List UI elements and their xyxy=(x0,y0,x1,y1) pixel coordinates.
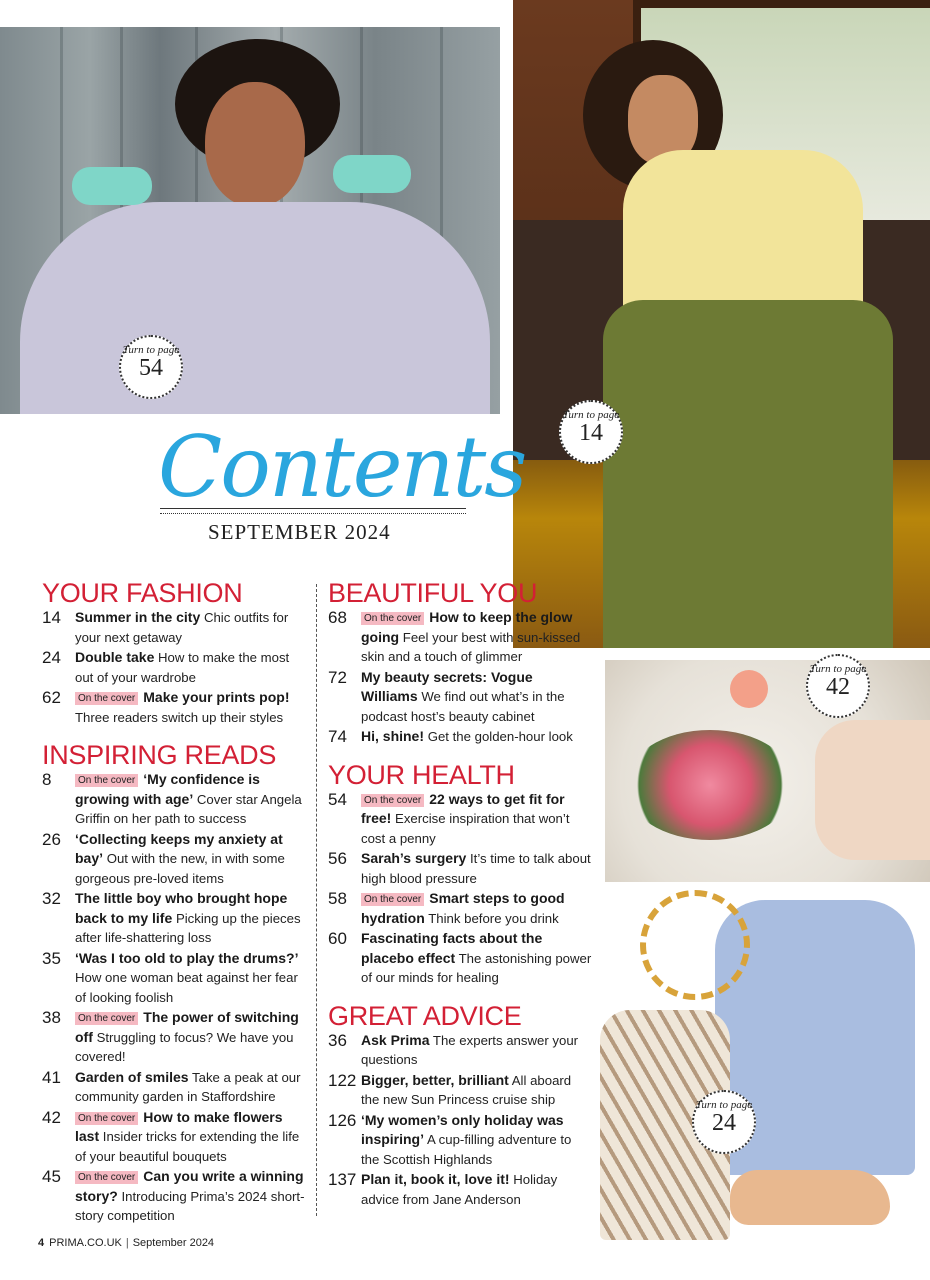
turn-label: Turn to page xyxy=(695,1099,753,1111)
contents-entry[interactable] xyxy=(42,1167,310,1226)
entry-title: Summer in the city xyxy=(75,609,201,625)
entry-description: How one woman beat against her fear of looking foolish xyxy=(75,970,298,1005)
entry-page-number: 126 xyxy=(328,1110,357,1130)
dumbbell-right-shape xyxy=(333,155,411,193)
entry-page-number: 54 xyxy=(328,789,347,809)
entry-page-number: 8 xyxy=(42,770,52,789)
entry-title: ‘My confidence is growing with age’ xyxy=(75,771,260,807)
entry-description: All aboard the new Sun Princess cruise ship xyxy=(361,1072,572,1107)
on-the-cover-badge: On the cover xyxy=(75,692,138,705)
entry-description: Think before you drink xyxy=(428,910,559,926)
entry-description: Take a peak at our community garden in Staffordshire xyxy=(75,1069,301,1104)
turn-to-page-badge[interactable] xyxy=(806,654,870,718)
entry-description: How to make the most out of your wardrobe xyxy=(75,650,290,685)
dumbbell-left-shape xyxy=(72,167,152,205)
contents-column-left xyxy=(42,578,310,1227)
page-footer xyxy=(38,1237,214,1249)
entry-page-number: 58 xyxy=(328,889,347,908)
turn-label: Turn to page xyxy=(562,409,620,421)
entry-page-number: 45 xyxy=(42,1167,61,1186)
turn-page-number: 54 xyxy=(139,355,163,381)
on-the-cover-badge: On the cover xyxy=(361,893,424,906)
contents-entry[interactable] xyxy=(328,608,593,667)
contents-column-right xyxy=(328,578,593,1210)
on-the-cover-badge: On the cover xyxy=(361,612,424,625)
entry-title: Bigger, better, brilliant xyxy=(361,1071,509,1088)
entry-title: Can you write a winning story? xyxy=(75,1168,304,1204)
turn-label: Turn to page xyxy=(809,663,867,675)
contents-entry[interactable] xyxy=(328,889,593,928)
section-title: GREAT ADVICE xyxy=(328,1000,522,1031)
jacket-shape xyxy=(20,202,490,414)
entry-description: Exercise inspiration that won’t cost a penny xyxy=(361,811,570,846)
contents-entry[interactable] xyxy=(42,889,310,948)
contents-entry[interactable] xyxy=(328,849,593,888)
entry-description: The astonishing power of our minds for healing xyxy=(361,950,592,985)
entry-page-number: 56 xyxy=(328,849,347,868)
entry-page-number: 32 xyxy=(42,889,61,908)
entry-title: The little boy who brought hope back to my life xyxy=(75,890,288,926)
loafer-shape xyxy=(730,1170,890,1225)
entry-description: Struggling to focus? We have you covered! xyxy=(75,1029,294,1064)
bouquet-shape xyxy=(625,730,795,840)
products-photo xyxy=(590,890,930,1250)
entry-description: A cup-filling adventure to the Scottish Highlands xyxy=(361,1132,572,1167)
entry-page-number: 26 xyxy=(42,829,61,849)
turn-page-number: 14 xyxy=(579,420,603,446)
contents-entry[interactable] xyxy=(328,1111,593,1170)
entry-title: ‘Collecting keeps my anxiety at bay’ xyxy=(75,830,283,866)
entry-description: The experts answer your questions xyxy=(361,1032,579,1067)
entry-title: Smart steps to good hydration xyxy=(361,890,565,926)
contents-entry[interactable] xyxy=(42,1008,310,1067)
entry-title: Sarah’s surgery xyxy=(361,850,467,866)
entry-page-number: 72 xyxy=(328,667,347,687)
contents-entry[interactable] xyxy=(328,929,593,988)
contents-entry[interactable] xyxy=(42,770,310,829)
entry-page-number: 38 xyxy=(42,1008,61,1027)
title-divider xyxy=(160,508,466,514)
entry-title: Plan it, book it, love it! xyxy=(361,1171,510,1187)
entry-description: Cover star Angela Griffin on her path to success xyxy=(75,791,302,826)
entry-description: It’s time to talk about high blood pressure xyxy=(361,851,591,886)
contents-entry[interactable] xyxy=(328,1170,593,1209)
issue-date: SEPTEMBER 2024 xyxy=(208,520,391,544)
contents-entry[interactable] xyxy=(42,688,310,727)
bracelet-shape xyxy=(640,890,750,1000)
on-the-cover-badge: On the cover xyxy=(75,1171,138,1184)
entry-page-number: 42 xyxy=(42,1107,61,1127)
entry-page-number: 122 xyxy=(328,1070,357,1090)
contents-entry[interactable] xyxy=(328,1031,593,1070)
section-title: YOUR FASHION xyxy=(42,578,243,608)
entry-page-number: 24 xyxy=(42,648,61,667)
entry-description: Out with the new, in with some gorgeous pre-loved items xyxy=(75,851,285,886)
entry-page-number: 14 xyxy=(42,608,61,627)
entry-title: Make your prints pop! xyxy=(143,689,290,705)
entry-title: Double take xyxy=(75,649,155,665)
section-title: BEAUTIFUL YOU xyxy=(328,578,538,608)
entry-title: Fascinating facts about the placebo effect xyxy=(361,930,543,966)
entry-description: Insider tricks for extending the life of your beautiful bouquets xyxy=(75,1129,300,1164)
contents-entry[interactable] xyxy=(42,1108,310,1167)
on-the-cover-badge: On the cover xyxy=(75,774,138,787)
entry-description: Chic outfits for your next getaway xyxy=(75,610,289,645)
entry-title: Hi, shine! xyxy=(361,728,425,744)
turn-to-page-badge[interactable] xyxy=(119,335,183,399)
entry-description: Picking up the pieces after life-shattering loss xyxy=(75,910,301,945)
turn-page-number: 42 xyxy=(826,674,850,700)
on-the-cover-badge: On the cover xyxy=(75,1012,138,1025)
entry-page-number: 74 xyxy=(328,727,347,746)
contents-entry[interactable] xyxy=(42,608,310,647)
entry-title: ‘Was I too old to play the drums?’ xyxy=(75,949,299,966)
entry-title: 22 ways to get fit for free! xyxy=(361,790,565,826)
contents-entry[interactable] xyxy=(42,830,310,889)
section-title: INSPIRING READS xyxy=(42,740,277,770)
page-number: 4 xyxy=(38,1237,45,1249)
footer-divider: | xyxy=(125,1237,129,1249)
fitness-photo xyxy=(0,27,500,414)
hands-shape xyxy=(815,720,930,860)
entry-page-number: 62 xyxy=(42,688,61,707)
rose-shape xyxy=(730,670,768,708)
contents-entry[interactable] xyxy=(328,1071,593,1110)
entry-description: Get the golden-hour look xyxy=(427,729,573,744)
contents-entry[interactable] xyxy=(328,790,593,849)
yellow-shirt-photo xyxy=(513,0,930,648)
turn-to-page-badge[interactable] xyxy=(559,400,623,464)
entry-title: Garden of smiles xyxy=(75,1068,189,1085)
entry-page-number: 35 xyxy=(42,948,61,968)
contents-entry[interactable] xyxy=(328,668,593,727)
footer-date: September 2024 xyxy=(132,1237,215,1249)
section-title: YOUR HEALTH xyxy=(328,759,515,790)
entry-page-number: 41 xyxy=(42,1067,61,1087)
on-the-cover-badge: On the cover xyxy=(75,1112,138,1125)
entry-title: How to keep the glow going xyxy=(361,609,573,645)
entry-description: Holiday advice from Jane Anderson xyxy=(361,1172,558,1207)
contents-entry[interactable] xyxy=(42,949,310,1008)
entry-description: We find out what’s in the podcast host’s beauty cabinet xyxy=(361,689,565,724)
entry-title: My beauty secrets: Vogue Williams xyxy=(361,668,533,704)
footer-site: PRIMA.CO.UK xyxy=(49,1237,122,1249)
trousers-shape xyxy=(603,300,893,648)
turn-label: Turn to page xyxy=(122,344,180,356)
contents-entry[interactable] xyxy=(42,1068,310,1107)
column-divider xyxy=(316,584,317,1216)
turn-to-page-badge[interactable] xyxy=(692,1090,756,1154)
entry-title: ‘My women’s only holiday was inspiring’ xyxy=(361,1111,564,1147)
flowers-photo xyxy=(605,660,930,882)
turn-page-number: 24 xyxy=(712,1110,736,1136)
contents-entry[interactable] xyxy=(328,727,593,747)
entry-title: Ask Prima xyxy=(361,1031,430,1048)
entry-description: Feel your best with sun-kissed skin and a touch of glimmer xyxy=(361,629,581,664)
page-title: Contents xyxy=(158,418,526,516)
entry-page-number: 60 xyxy=(328,929,347,948)
entry-page-number: 137 xyxy=(328,1170,357,1189)
entry-page-number: 36 xyxy=(328,1030,347,1050)
contents-entry[interactable] xyxy=(42,648,310,687)
entry-title: The power of switching off xyxy=(75,1009,299,1045)
on-the-cover-badge: On the cover xyxy=(361,794,424,807)
entry-page-number: 68 xyxy=(328,608,347,627)
entry-title: How to make flowers last xyxy=(75,1108,283,1144)
woman-face-shape xyxy=(205,82,305,207)
entry-description: Three readers switch up their styles xyxy=(75,709,284,725)
entry-description: Introducing Prima’s 2024 short-story competition xyxy=(75,1188,305,1223)
